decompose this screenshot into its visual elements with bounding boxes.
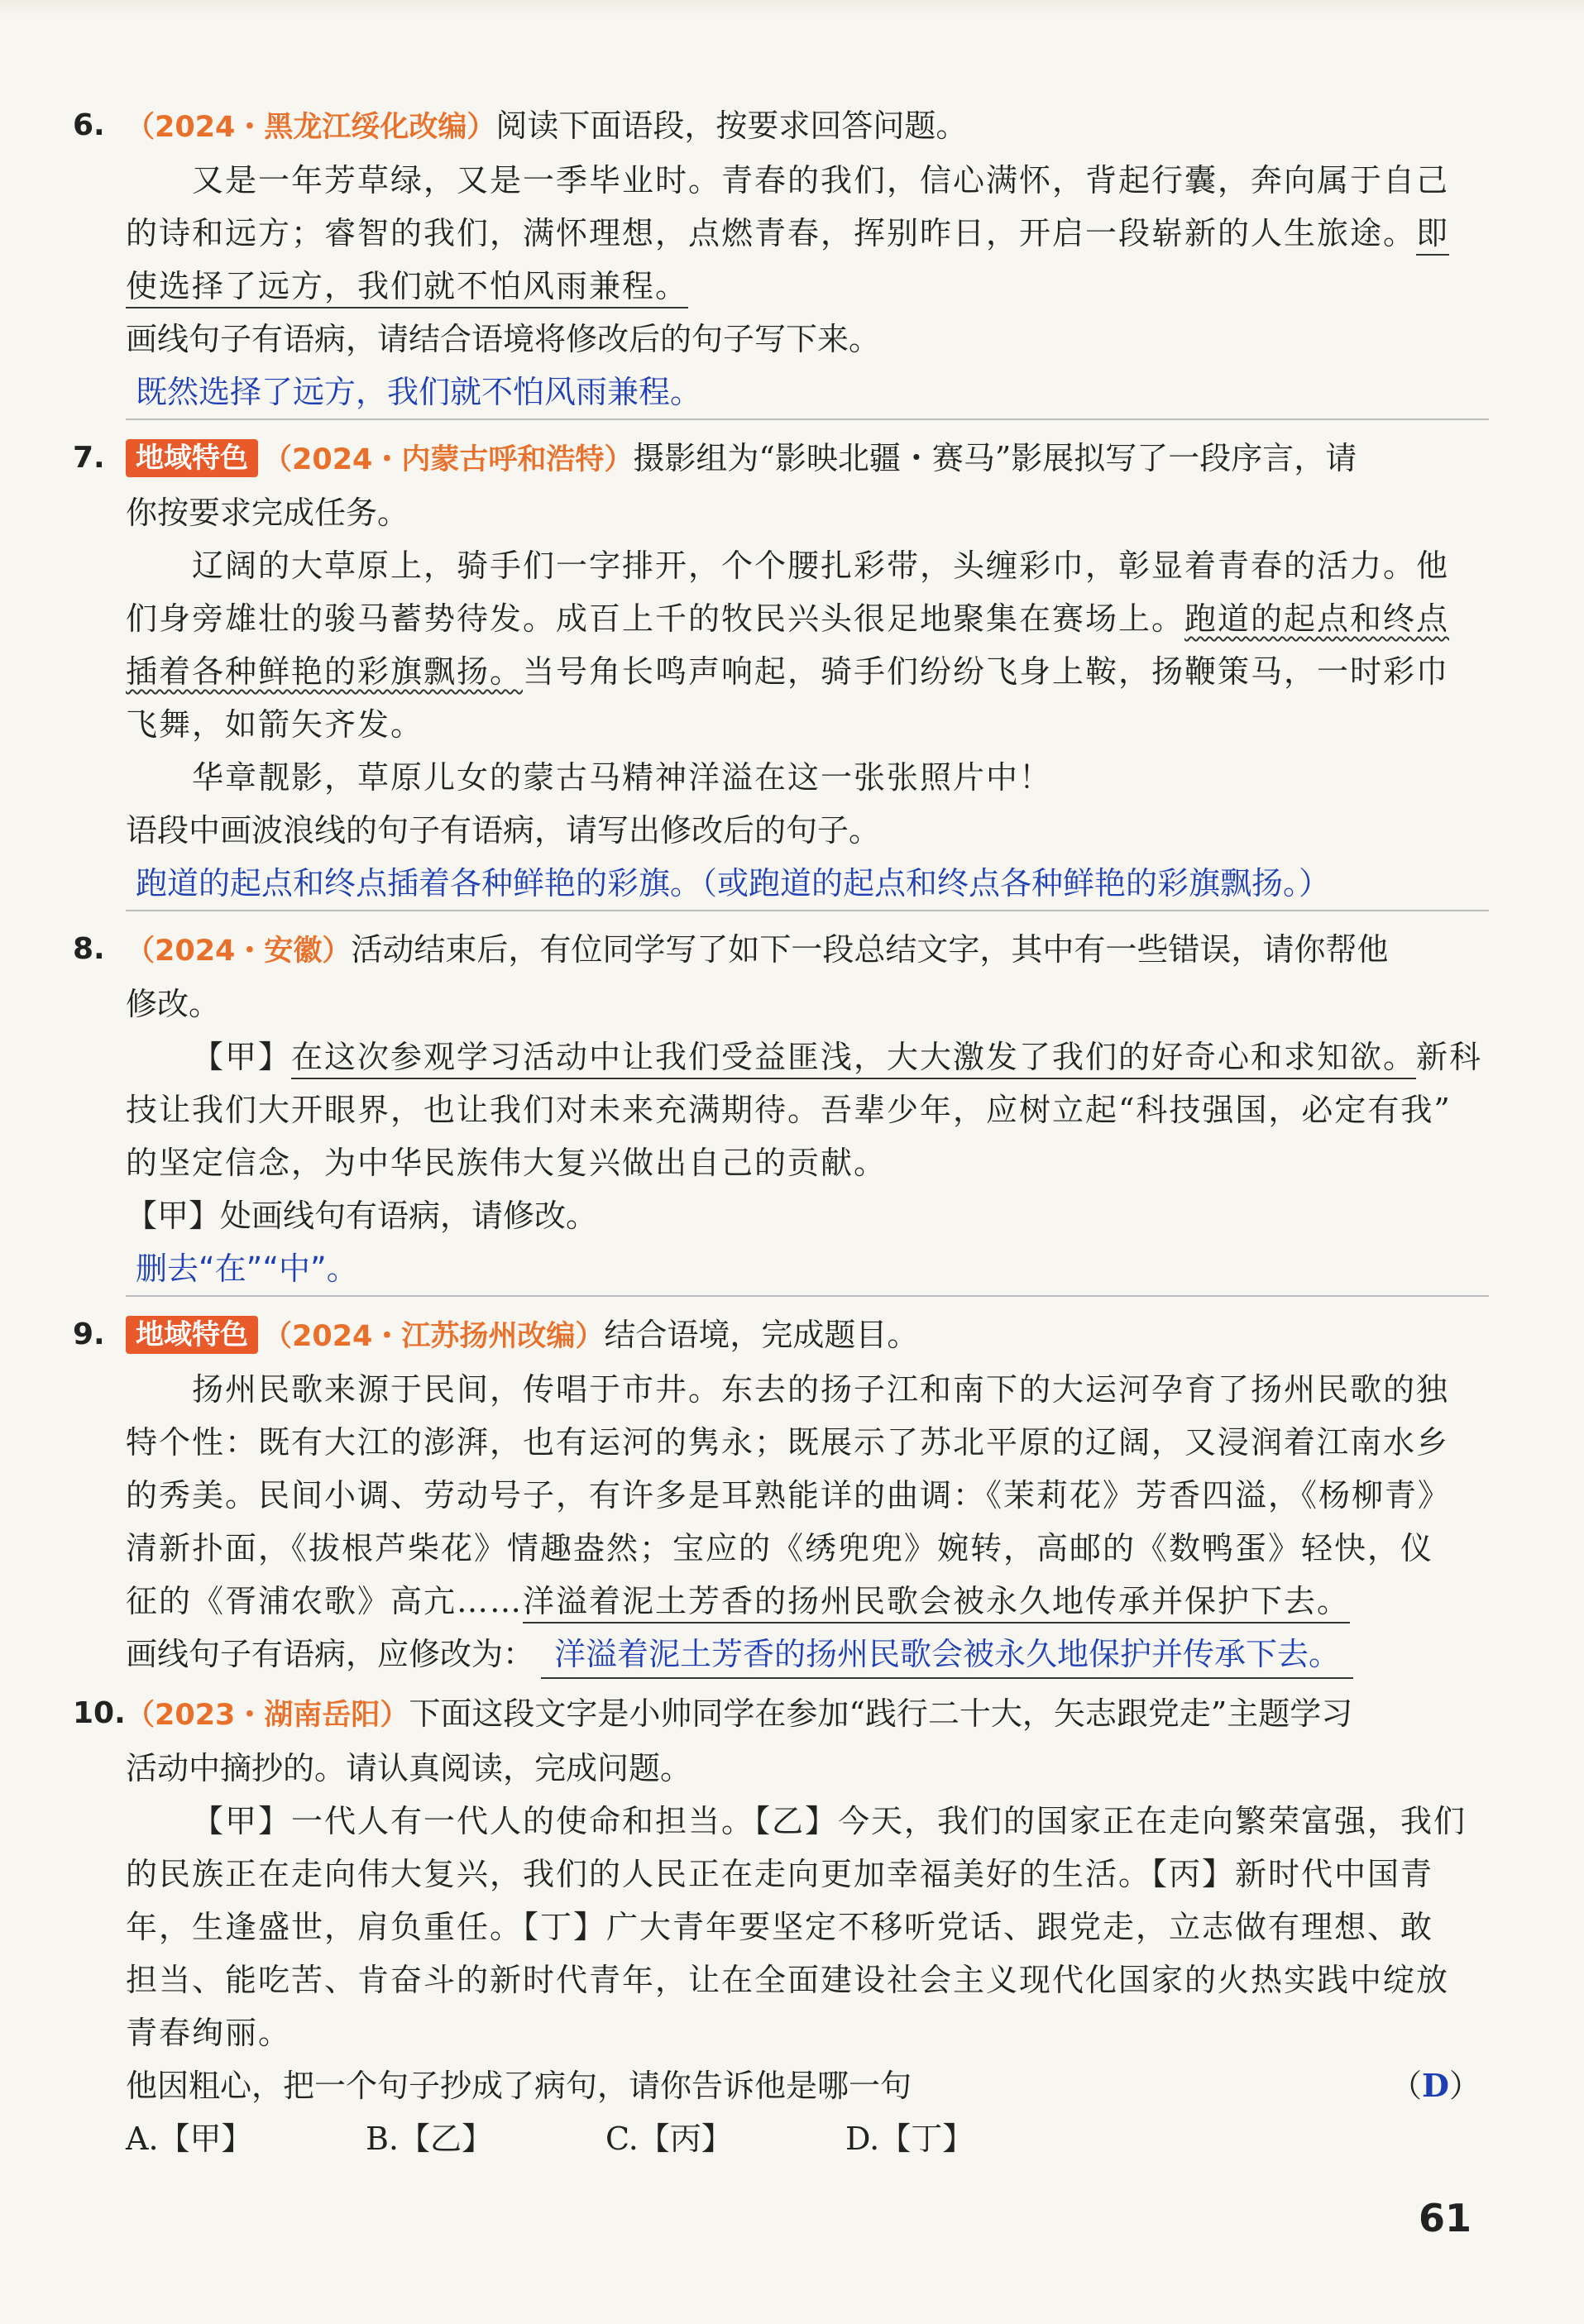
question-6 [73,99,1489,420]
passage-line: 年，生逢盛世，肩负重任。【丁】广大青年要坚定不移听党话、跟党走，立志做有理想、敢 [126,1909,1434,1945]
passage-line: 插着各种鲜艳的彩旗飘扬。当号角长鸣声响起，骑手们纷纷飞身上鞍，扬鞭策马，一时彩巾 [126,653,1450,690]
page-number: 61 [1419,2196,1472,2240]
question-stem: 活动中摘抄的。请认真阅读，完成问题。 [126,1750,692,1786]
question-number: 7. [73,441,105,475]
question-stem: 阅读下面语段，按要求回答问题。 [495,108,968,144]
question-8 [73,923,1489,1297]
answer-text: D [1422,2067,1449,2104]
question-stem: 摄影组为“影映北疆・赛马”影展拟写了一段序言，请 [633,440,1357,476]
question-number: 8. [73,932,105,966]
passage-line: 清新扑面，《拔根芦柴花》情趣盎然；宝应的《绣兜兜》婉转，高邮的《数鸭蛋》轻快，仪 [126,1530,1434,1566]
choice-c: C.【丙】 [605,2121,733,2157]
question-source: （2024・安徽） [126,935,352,968]
question-10 [73,1687,1489,2165]
answer-parentheses: （D） [1390,2067,1481,2104]
question-stem: 下面这段文字是小帅同学在参加“践行二十大，矢志跟党走”主题学习 [409,1695,1353,1732]
question-stem: 你按要求完成任务。 [126,495,409,531]
passage-line: 辽阔的大草原上，骑手们一字排开，个个腰扎彩带，头缠彩巾，彰显着青春的活力。他 [192,548,1450,584]
passage-line: 又是一年芳草绿，又是一季毕业时。青春的我们，信心满怀，背起行囊，奔向属于自己 [192,162,1450,198]
passage-line: 的诗和远方；睿智的我们，满怀理想，点燃青春，挥别昨日，开启一段崭新的人生旅途。即 [126,207,1489,260]
choice-d: D.【丁】 [845,2121,974,2157]
answer-text: 跑道的起点和终点插着各种鲜艳的彩旗。（或跑道的起点和终点各种鲜艳的彩旗飘扬。） [126,857,1489,911]
question-prompt: 语段中画波浪线的句子有语病，请写出修改后的句子。 [126,812,881,849]
answer-text: 删去“在”“中”。 [126,1242,1489,1297]
passage-line: 【甲】一代人有一代人的使命和担当。【乙】今天，我们的国家正在走向繁荣富强，我们 [192,1803,1467,1839]
underlined-sentence: 即 [1416,215,1449,256]
wavy-underlined-sentence: 跑道的起点和终点 [1184,600,1450,637]
passage-line: 扬州民歌来源于民间，传唱于市井。东去的扬子江和南下的大运河孕育了扬州民歌的独 [192,1371,1450,1408]
passage-line: 的坚定信念，为中华民族伟大复兴做出自己的贡献。 [126,1145,888,1181]
underlined-sentence: 在这次参观学习活动中让我们受益匪浅，大大激发了我们的好奇心和求知欲。 [291,1039,1416,1079]
passage-line: 【甲】在这次参观学习活动中让我们受益匪浅，大大激发了我们的好奇心和求知欲。新科 [126,1030,1489,1083]
question-prompt: 画线句子有语病，应修改为： 洋溢着泥土芳香的扬州民歌会被永久地保护并传承下去。 [126,1628,1489,1681]
answer-text: 既然选择了远方，我们就不怕风雨兼程。 [126,366,1489,420]
passage-line [126,260,1489,313]
question-source: （2023・湖南岳阳） [126,1699,409,1732]
passage-line: 的秀美。民间小调、劳动号子，有许多是耳熟能详的曲调：《茉莉花》芳香四溢，《杨柳青》 [126,1477,1452,1513]
question-source: （2024・江苏扬州改编） [263,1320,605,1353]
passage-line: 特个性：既有大江的澎湃，也有运河的隽永；既展示了苏北平原的辽阔，又浸润着江南水乡 [126,1424,1450,1461]
question-prompt: 【甲】处画线句有语病，请修改。 [126,1198,598,1234]
question-prompt: 画线句子有语病，请结合语境将修改后的句子写下来。 [126,321,881,357]
question-number: 10. [73,1696,126,1730]
question-number: 9. [73,1317,105,1351]
choice-b: B.【乙】 [366,2121,494,2157]
question-stem: 结合语境，完成题目。 [604,1317,919,1353]
choice-a: A.【甲】 [126,2121,253,2157]
question-7 [73,432,1489,911]
question-prompt: 他因粗心，把一个句子抄成了病句，请你告诉他是哪一句 （D） [126,2059,1489,2112]
page-top-edge [0,0,1584,17]
question-stem: 修改。 [126,986,221,1022]
passage-line: 担当、能吃苦、肯奋斗的新时代青年，让在全面建设社会主义现代化国家的火热实践中绽放 [126,1962,1450,1998]
page-content [73,99,1489,2165]
question-stem: 活动结束后，有位同学写了如下一段总结文字，其中有一些错误，请你帮他 [351,931,1389,968]
passage-line: 华章靓影，草原儿女的蒙古马精神洋溢在这一张张照片中！ [192,759,1053,796]
question-number: 6. [73,108,105,142]
question-source: （2024・内蒙古呼和浩特） [263,443,634,476]
passage-line: 的民族正在走向伟大复兴，我们的人民正在走向更加幸福美好的生活。【丙】新时代中国青 [126,1856,1434,1892]
region-tag: 地域特色 [126,439,258,477]
passage-line: 青春绚丽。 [126,2015,292,2051]
passage-line: 飞舞，如箭矢齐发。 [126,706,424,743]
choice-list [126,2112,1489,2165]
question-9 [73,1308,1489,1687]
underlined-sentence: 洋溢着泥土芳香的扬州民歌会被永久地传承并保护下去。 [523,1583,1350,1623]
wavy-underlined-sentence: 插着各种鲜艳的彩旗飘扬。 [126,653,524,690]
passage-line: 技让我们大开眼界，也让我们对未来充满期待。吾辈少年，应树立起“科技强国，必定有我” [126,1092,1452,1128]
underlined-sentence: 使选择了远方，我们就不怕风雨兼程。 [126,268,688,308]
passage-line: 征的《胥浦农歌》高亢……洋溢着泥土芳香的扬州民歌会被永久地传承并保护下去。 [126,1575,1489,1628]
answer-text: 洋溢着泥土芳香的扬州民歌会被永久地保护并传承下去。 [541,1631,1353,1679]
passage-line: 们身旁雄壮的骏马蓄势待发。成百上千的牧民兴头很足地聚集在赛场上。跑道的起点和终点 [126,600,1450,637]
question-source: （2024・黑龙江绥化改编） [126,111,496,144]
region-tag: 地域特色 [126,1316,258,1354]
